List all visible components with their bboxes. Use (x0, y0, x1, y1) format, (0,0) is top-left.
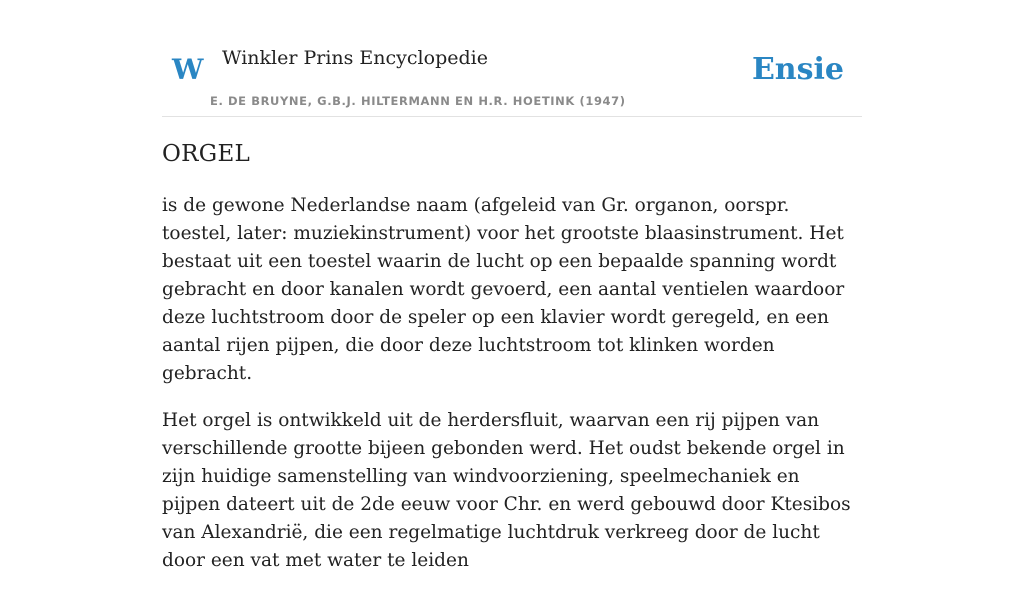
site-logo[interactable]: Ensie (751, 52, 844, 87)
source-header (162, 0, 862, 117)
page (162, 0, 862, 571)
entry-paragraph: is de gewone Nederlandse naam (afgeleid van Gr. organon, oorspr. toestel, later: muziekinstrument) voor het grootste blaasinstrument. Het bestaat uit een toestel waarin de lucht op een bepaalde spanning wordt gebracht en door kanalen wordt gevoerd, een aantal ventielen waardoor deze luchtstroom door de speler op een klavier wordt geregeld, en een aantal rijen pijpen, die door deze luchtstroom tot klinken worden gebracht. (162, 195, 845, 384)
entry-title: ORGEL (162, 141, 251, 167)
source-title[interactable]: Winkler Prins Encyclopedie (222, 47, 488, 69)
entry-body (162, 192, 862, 594)
entry-paragraph: Het orgel is ontwikkeld uit de herdersfluit, waarvan een rij pijpen van verschillende grootte bijeen gebonden werd. Het oudst bekende orgel in zijn huidige samenstelling van windvoorziening, speelmechaniek en pijpen dateert uit de 2de eeuw voor Chr. en werd gebouwd door Ktesibos van Alexandrië, die een regelmatige luchtdruk verkreeg door de lucht door een vat met water te leiden (162, 410, 851, 571)
source-authors: E. DE BRUYNE, G.B.J. HILTERMANN EN H.R. HOETINK (1947) (210, 94, 626, 108)
source-logo-icon[interactable]: W (172, 53, 204, 86)
